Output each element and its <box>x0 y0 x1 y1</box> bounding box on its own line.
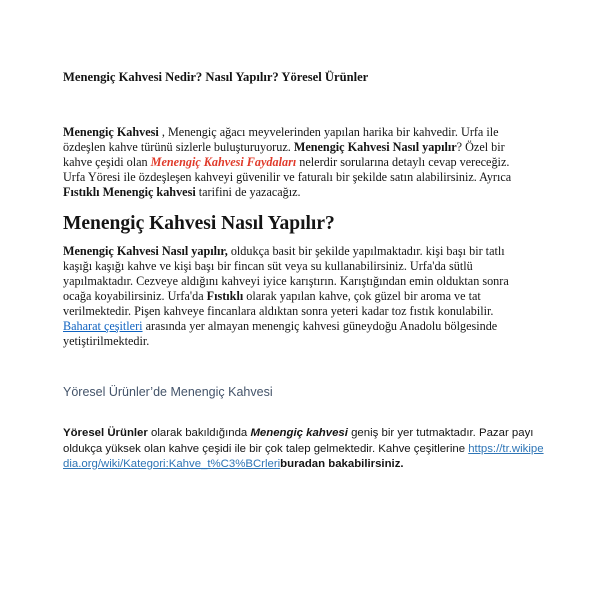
text-segment: olarak yapılan kahve, çok güzel bir aroma ve tat verilmektedir. Pişen kahveye fincanlara aldıktan sonra yeteri kadar toz fıstık konulabilir. <box>63 289 494 318</box>
howto-paragraph <box>63 244 531 349</box>
section-heading: Menengiç Kahvesi Nasıl Yapılır? <box>63 213 335 234</box>
text-segment: ? Özel bir kahve çeşidi olan <box>63 140 505 169</box>
footer-paragraph <box>63 426 545 473</box>
bold-buradan-bakabilirsiniz: buradan bakabilirsiniz. <box>280 458 404 470</box>
bold-italic-menengic-kahvesi: Menengiç kahvesi <box>250 427 348 439</box>
text-segment: nelerdir sorularına detaylı cevap vereceğiz. Urfa Yöresi ile özdeşleşen kahveyi güvenilir ve faturalı bir şekilde satın alabilirsiniz. Ayrıca <box>63 155 512 184</box>
text-segment: geniş bir yer tutmaktadır. Pazar payı oldukça yüksek olan kahve çeşidi ile bir çok talep gelmektedir. Kahve çeşitlerine <box>63 427 534 455</box>
wikipedia-url-link[interactable]: https://tr.wikipedia.org/wiki/Kategori:Kahve_t%C3%BCrleri <box>63 442 544 470</box>
text-segment: tarifini de yazacağız. <box>195 185 301 199</box>
bold-menengic-kahvesi: Menengiç Kahvesi <box>63 125 159 139</box>
red-keyword-faydalari: Menengiç Kahvesi Faydaları <box>150 155 297 169</box>
text-segment: arasında yer almayan menengiç kahvesi güneydoğu Anadolu bölgesinde yetiştirilmektedir. <box>63 319 498 348</box>
bold-yoresel-urunler: Yöresel Ürünler <box>63 427 148 439</box>
intro-paragraph <box>63 125 531 200</box>
bold-nasil-yapilir-lead: Menengiç Kahvesi Nasıl yapılır, <box>63 244 228 258</box>
bold-fistikli-menengic: Fıstıklı Menengiç kahvesi <box>63 185 196 199</box>
text-segment: olarak bakıldığında <box>147 427 251 439</box>
text-segment: oldukça basit bir şekilde yapılmaktadır. kişi başı bir tatlı kaşığı kaşığı kahve ve kişi başı bir fincan süt veya su kullanabilirsiniz. Urfa'da sütlü yapılmaktadır. Cezveye aldığını kahveyi iyice karıştırın. Karıştığından emin olduktan sonra ocağa koyabilirsiniz. Urfa'da <box>63 244 509 303</box>
subheading-yoresel-urunler: Yöresel Ürünler’de Menengiç Kahvesi <box>63 385 273 399</box>
baharat-cesitleri-link[interactable]: Baharat çeşitleri <box>63 319 143 333</box>
bold-nasil-yapilir: Menengiç Kahvesi Nasıl yapılır <box>293 140 457 154</box>
document-title: Menengiç Kahvesi Nedir? Nasıl Yapılır? Yöresel Ürünler <box>63 70 369 84</box>
text-segment: , Menengiç ağacı meyvelerinden yapılan harika bir kahvedir. Urfa ile özdeşlen kahve türünü sizlerle buluşturuyoruz. <box>63 125 499 154</box>
bold-fistikli: Fıstıklı <box>206 289 244 303</box>
